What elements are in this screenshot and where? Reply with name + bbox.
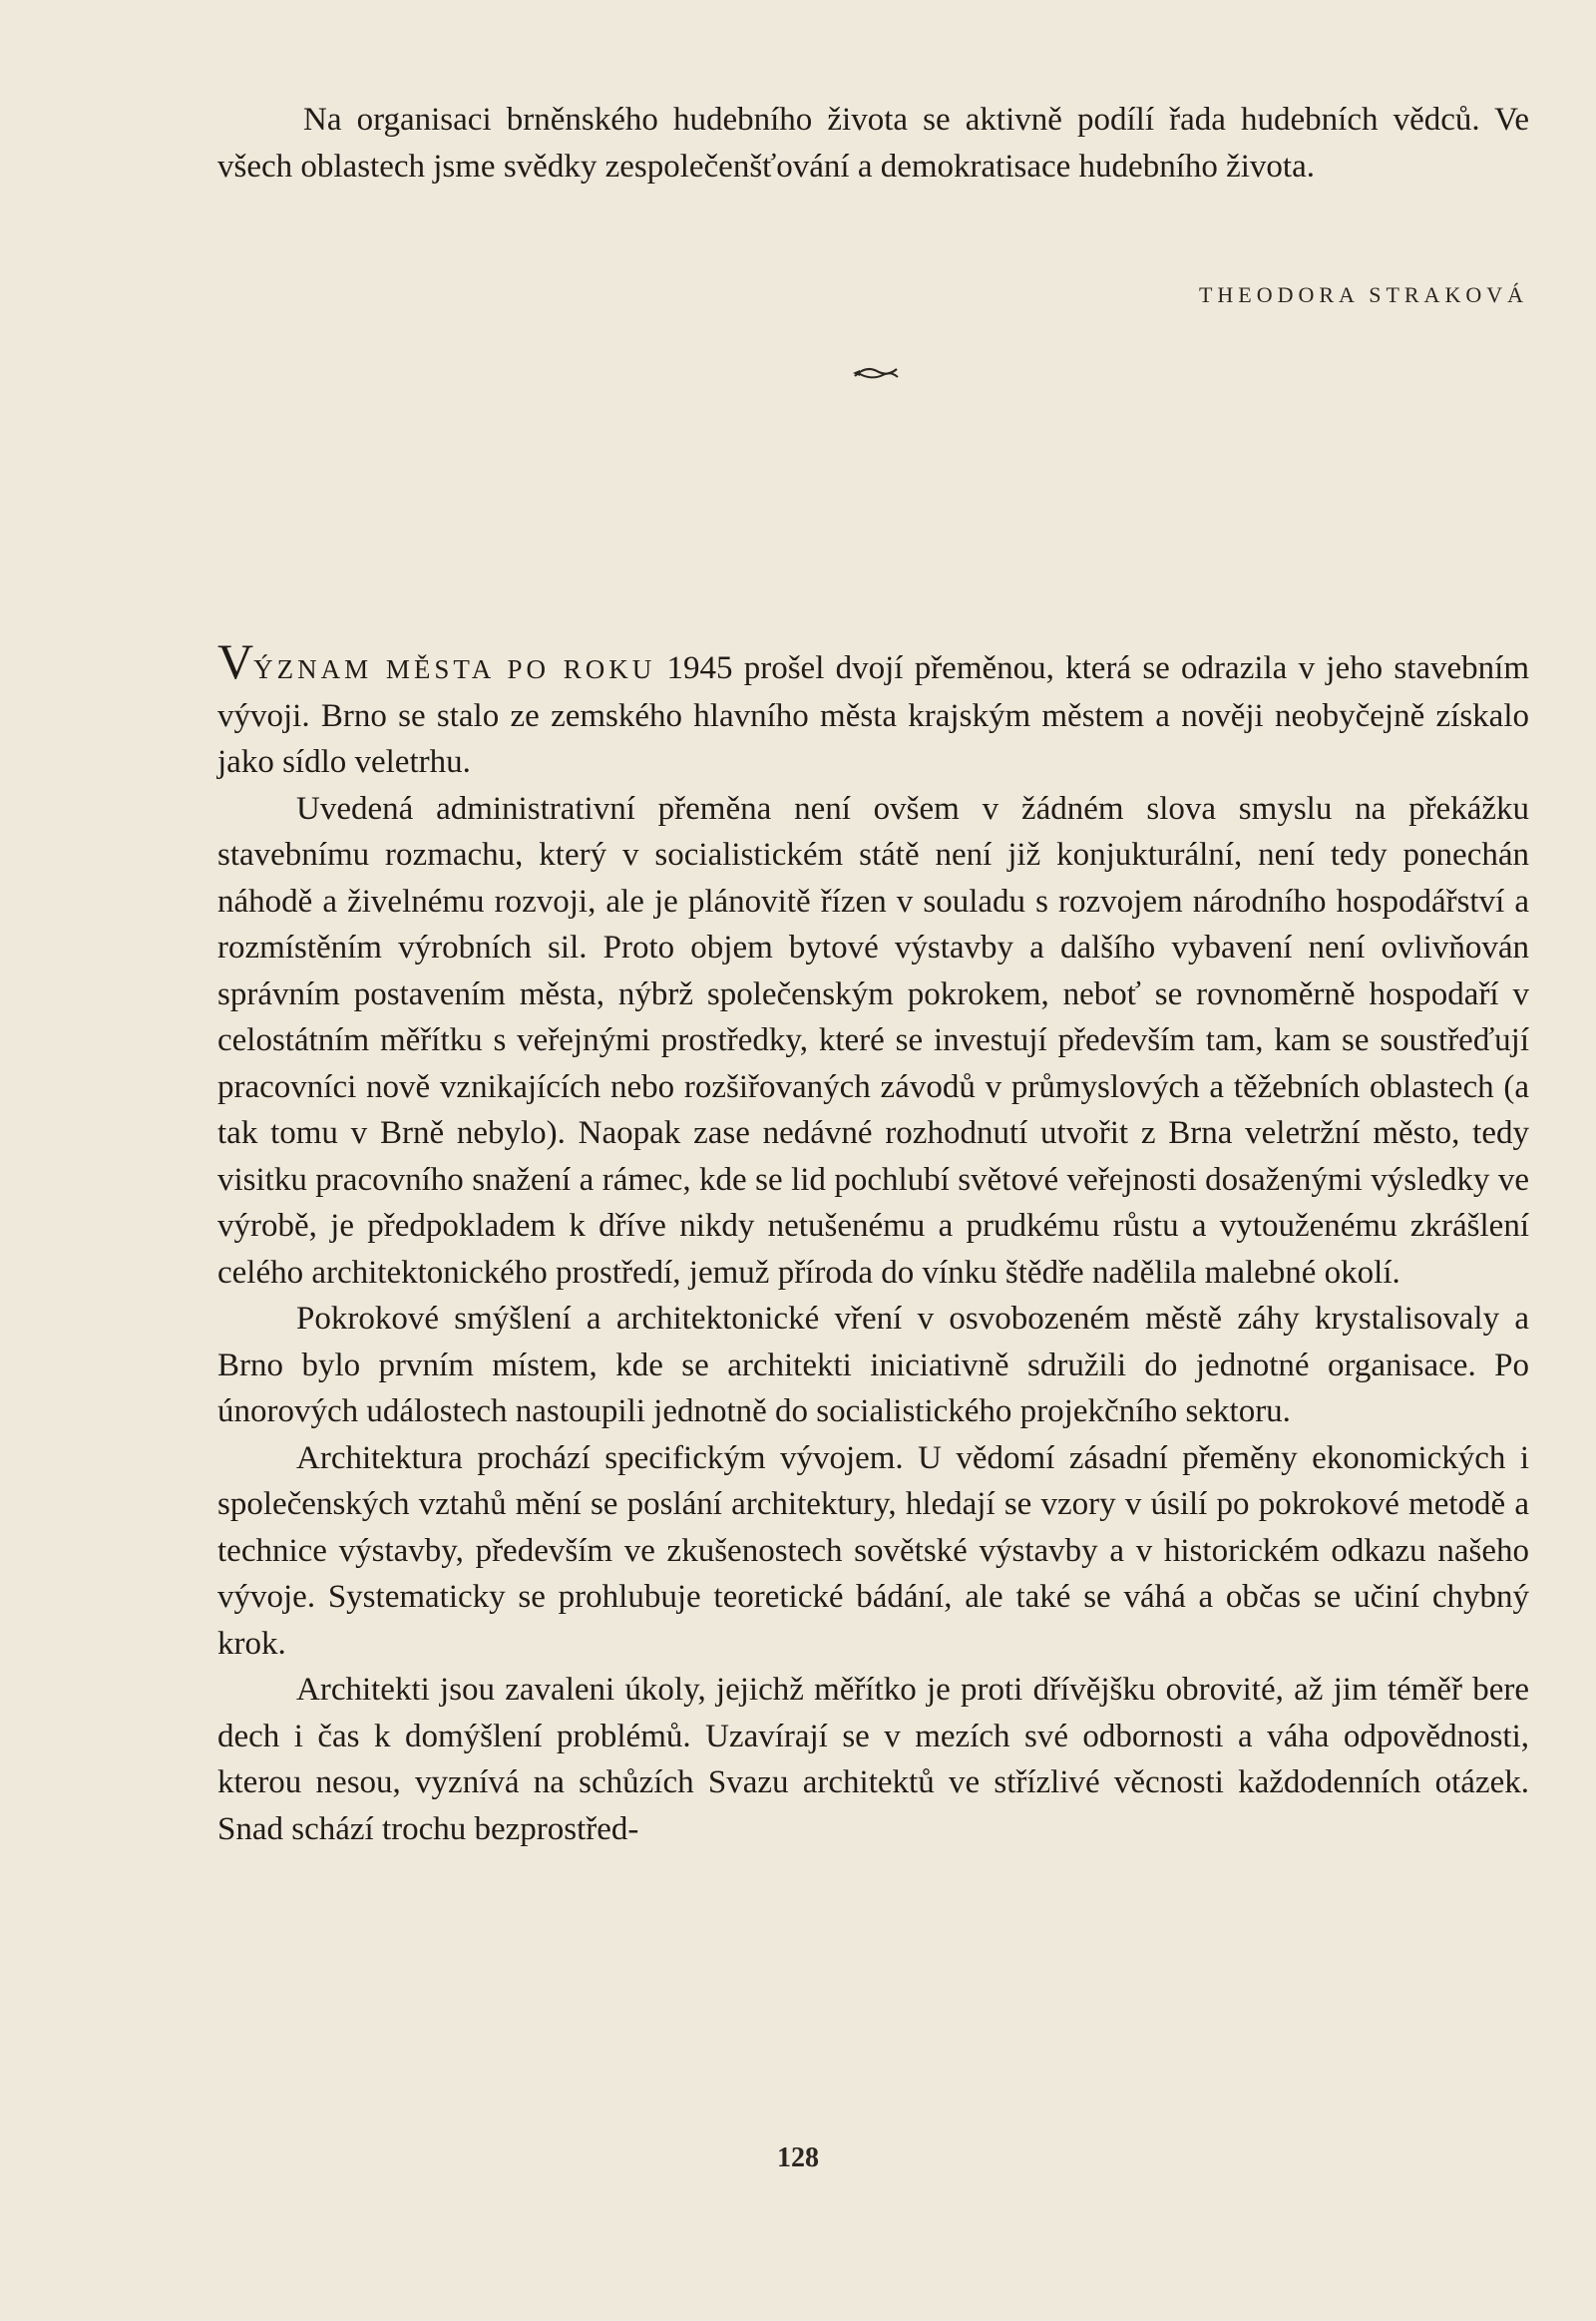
article-paragraph-5: Architekti jsou zavaleni úkoly, jejichž měřítko je proti dřívějšku obrovité, až jim téměř bere dech i čas k domýšlení problémů. Uzavírají se v mezích své odbornosti a váha odpovědnosti, kterou nesou, vyznívá na schůzích Svazu architektů ve střízlivé věcnosti každodenních otázek. Snad schází trochu bezprostřed- [217, 1672, 1529, 1847]
author-signature: THEODORA STRAKOVÁ [1198, 282, 1528, 307]
page-number: 128 [777, 2142, 819, 2173]
ornament-flourish-icon [851, 363, 901, 383]
dropcap-letter: V [217, 633, 254, 689]
article-paragraph-3: Pokrokové smýšlení a architektonické vření v osvobozeném městě záhy krystalisovaly a Brno bylo prvním místem, kde se architekti iniciativně sdružili do jednotné organisace. Po únorových událostech nastoupili jednotně do socialistického projekčního sektoru. [217, 1301, 1529, 1429]
article-paragraph-4: Architektura prochází specifickým vývojem. U vědomí zásadní přeměny ekonomických i společenských vztahů mění se poslání architektury, hledají se vzory v úsilí po pokrokové metodě a technice výstavby, především ve zkušenostech sovětské výstavby a v historickém odkazu našeho vývoje. Systematicky se prohlubuje teoretické bádání, ale také se váhá a občas se učiní chybný krok. [217, 1439, 1529, 1662]
article-section [217, 633, 1530, 1852]
intro-section [217, 97, 1529, 190]
article-heading: ÝZNAM MĚSTA PO ROKU [253, 654, 656, 684]
intro-paragraph: Na organisaci brněnského hudebního života se aktivně podílí řada hudebních vědců. Ve všech oblastech jsme svědky zespolečenšťování a demokratisace hudebního života. [217, 102, 1529, 185]
article-heading-year: 1945 [666, 650, 733, 686]
article-paragraph-2: Uvedená administrativní přeměna není ovšem v žádném slova smyslu na překážku stavebnímu rozmachu, který v socialistickém státě není již konjukturální, není tedy ponechán náhodě a živelnému rozvoji, ale je plánovitě řízen v souladu s rozvojem národního hospodářství a rozmístěním výrobních sil. Proto objem bytové výstavby a dalšího vybavení není ovlivňován správním postavením města, nýbrž společenským pokrokem, neboť se rovnoměrně hospodaří v celostátním měřítku s veřejnými prostředky, které se investují především tam, kam se soustřeďují pracovníci nově vznikajících nebo rozšiřovaných závodů v průmyslových a těžebních oblastech (a tak tomu v Brně nebylo). Naopak zase nedávné rozhodnutí utvořit z Brna veletržní město, tedy visitku pracovního snažení a rámec, kde se lid pochlubí světové veřejnosti dosaženými výsledky ve výrobě, je předpokladem k dříve nikdy netušenému a prudkému růstu a vytouženému zkrášlení celého architektonického prostředí, jemuž příroda do vínku štědře nadělila malebné okolí. [217, 790, 1529, 1291]
article-first-paragraph-text: prošel dvojí přeměnou, která se odrazila v jeho stavebním vývoji. Brno se stalo ze zemského hlavního města krajským městem a nověji neobyčejně získalo jako sídlo veletrhu. [217, 650, 1530, 780]
article-first-paragraph [217, 633, 1530, 786]
